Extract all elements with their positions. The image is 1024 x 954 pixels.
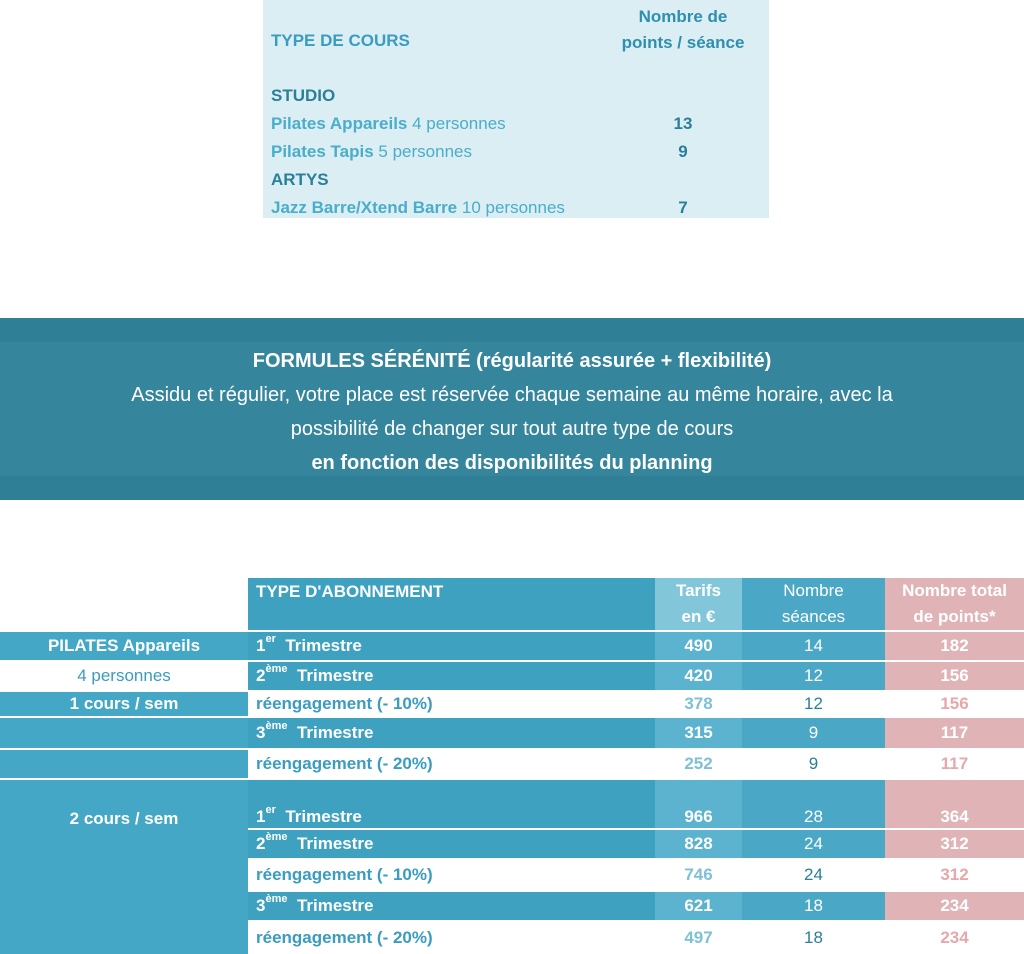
banner-line-3: en fonction des disponibilités du planning bbox=[311, 452, 713, 474]
row-points: 312 bbox=[885, 860, 1024, 890]
row-seances: 9 bbox=[742, 750, 885, 778]
banner-top-band bbox=[0, 318, 1024, 342]
row-seances: 18 bbox=[742, 922, 885, 954]
row-seances: 24 bbox=[742, 860, 885, 890]
course-capacity: 10 personnes bbox=[461, 198, 565, 217]
banner-line-1: Assidu et régulier, votre place est réservée chaque semaine au même horaire, avec la bbox=[131, 384, 893, 406]
row-points: 234 bbox=[885, 892, 1024, 920]
row-tarif: 746 bbox=[655, 860, 742, 890]
row-tarif: 378 bbox=[655, 692, 742, 716]
header-course-type: TYPE DE COURS bbox=[271, 31, 410, 50]
course-row bbox=[271, 139, 761, 165]
row-tarif: 420 bbox=[655, 662, 742, 690]
banner-title: FORMULES SÉRÉNITÉ (régularité assurée + flexibilité) bbox=[252, 350, 772, 372]
row-points: 156 bbox=[885, 692, 1024, 716]
label-two-per-week: 2 cours / sem bbox=[0, 780, 248, 954]
course-points: 7 bbox=[678, 198, 688, 217]
row-seances: 18 bbox=[742, 892, 885, 920]
banner-text bbox=[0, 344, 1024, 480]
row-type: réengagement (- 20%) bbox=[248, 750, 655, 778]
row-seances: 24 bbox=[742, 830, 885, 858]
label-capacity: 4 personnes bbox=[0, 662, 248, 690]
points-per-session-table bbox=[263, 0, 769, 218]
label-one-per-week: 1 cours / sem bbox=[0, 692, 248, 716]
course-name: Jazz Barre/Xtend Barre bbox=[271, 198, 458, 217]
row-tarif: 621 bbox=[655, 892, 742, 920]
formules-banner bbox=[0, 318, 1024, 500]
row-points: 234 bbox=[885, 922, 1024, 954]
header-tarif: Tarifs en € bbox=[655, 578, 742, 630]
row-tarif: 497 bbox=[655, 922, 742, 954]
row-seances: 9 bbox=[742, 718, 885, 748]
row-points: 364 bbox=[885, 780, 1024, 828]
subscription-table bbox=[0, 578, 1024, 954]
row-seances: 12 bbox=[742, 692, 885, 716]
header-points-per-session: Nombre de points / séance bbox=[621, 7, 745, 52]
course-points: 9 bbox=[678, 142, 688, 161]
header-seances: Nombre séances bbox=[742, 578, 885, 630]
row-type: réengagement (- 10%) bbox=[248, 860, 655, 890]
row-type: réengagement (- 10%) bbox=[248, 692, 655, 716]
header-subscription-type: TYPE D'ABONNEMENT bbox=[248, 578, 655, 630]
row-tarif: 966 bbox=[655, 780, 742, 828]
row-seances: 14 bbox=[742, 632, 885, 660]
label-pilates-appareils: PILATES Appareils bbox=[0, 632, 248, 660]
row-type: 3ème Trimestre bbox=[248, 718, 655, 748]
row-type: réengagement (- 20%) bbox=[248, 922, 655, 954]
left-filler bbox=[0, 718, 248, 748]
course-points: 13 bbox=[673, 114, 693, 133]
row-tarif: 315 bbox=[655, 718, 742, 748]
row-tarif: 828 bbox=[655, 830, 742, 858]
row-type: 1er Trimestre bbox=[248, 632, 655, 660]
course-name: Pilates Tapis bbox=[271, 142, 374, 161]
row-points: 117 bbox=[885, 718, 1024, 748]
row-type: 3ème Trimestre bbox=[248, 892, 655, 920]
section-studio: STUDIO bbox=[271, 86, 336, 105]
row-type: 2ème Trimestre bbox=[248, 662, 655, 690]
row-points: 182 bbox=[885, 632, 1024, 660]
section-artys: ARTYS bbox=[271, 170, 329, 189]
course-capacity: 4 personnes bbox=[412, 114, 506, 133]
row-points: 312 bbox=[885, 830, 1024, 858]
course-row bbox=[271, 111, 761, 137]
course-row bbox=[271, 195, 761, 221]
course-capacity: 5 personnes bbox=[378, 142, 472, 161]
row-type: 1er Trimestre bbox=[248, 780, 655, 828]
banner-line-2: possibilité de changer sur tout autre type de cours bbox=[290, 418, 734, 440]
row-points: 117 bbox=[885, 750, 1024, 778]
row-seances: 12 bbox=[742, 662, 885, 690]
row-tarif: 252 bbox=[655, 750, 742, 778]
row-tarif: 490 bbox=[655, 632, 742, 660]
left-filler bbox=[0, 750, 248, 778]
row-points: 156 bbox=[885, 662, 1024, 690]
row-seances: 28 bbox=[742, 780, 885, 828]
course-name: Pilates Appareils bbox=[271, 114, 408, 133]
row-type: 2ème Trimestre bbox=[248, 830, 655, 858]
header-total-points: Nombre total de points* bbox=[885, 578, 1024, 630]
